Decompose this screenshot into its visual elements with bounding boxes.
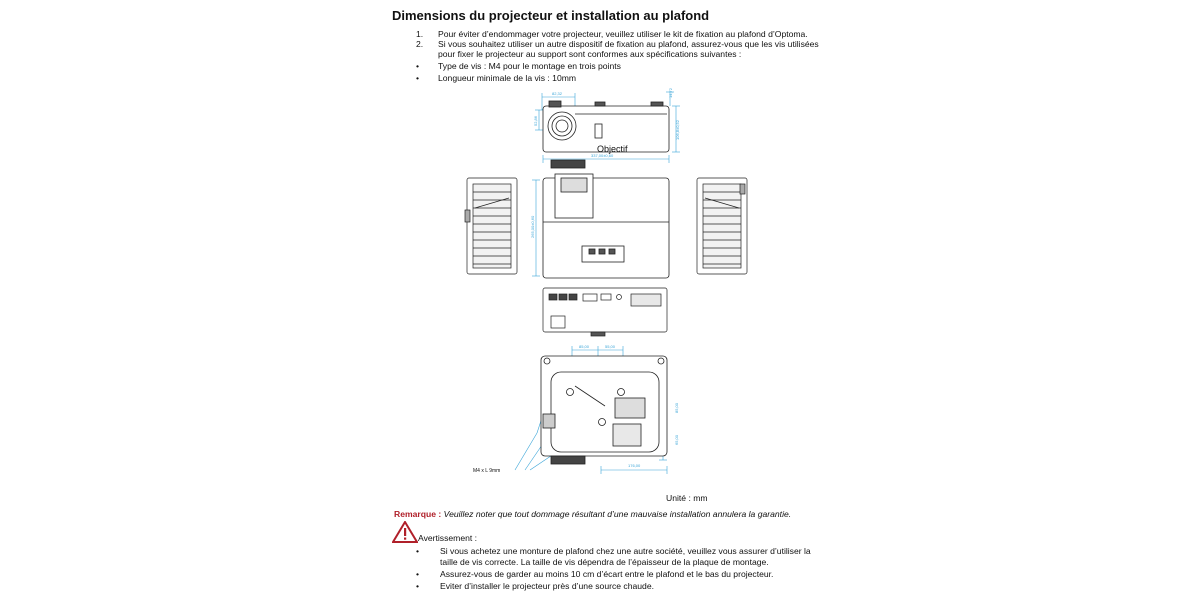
right-side-view bbox=[697, 178, 747, 274]
dim-top-height: 106,8±0,52 bbox=[675, 120, 680, 140]
list-number-1: 1. bbox=[416, 29, 424, 39]
dim-width: 337,00±0,60 bbox=[591, 153, 614, 158]
lens-label: Objectif bbox=[597, 144, 628, 154]
warning-item-3: Eviter d’installer le projecteur près d’une source chaude. bbox=[440, 581, 655, 591]
dim-mount-e: 176,00 bbox=[628, 463, 641, 468]
bullet-screw-type: Type de vis : M4 pour le montage en trois points bbox=[438, 61, 621, 71]
remark bbox=[394, 509, 791, 519]
dim-mount-a: 85,00 bbox=[579, 344, 590, 349]
bullet-mark: • bbox=[416, 546, 420, 556]
screw-label: M4 x L 9mm bbox=[473, 468, 501, 474]
unit-label: Unité : mm bbox=[666, 493, 708, 503]
top-view bbox=[543, 160, 669, 278]
dim-mount-b: 55,00 bbox=[605, 344, 616, 349]
left-side-view bbox=[465, 178, 517, 274]
section-title: Dimensions du projecteur et installation au plafond bbox=[392, 8, 710, 23]
dim-mount-d: 65,00 bbox=[674, 434, 679, 445]
dim-depth: 265,00±0,60 bbox=[530, 215, 535, 238]
remark-text: Veuillez noter que tout dommage résultant d’une mauvaise installation annulera la garantie. bbox=[443, 509, 792, 519]
warning-item-1-line-1: Si vous achetez une monture de plafond chez une autre société, veuillez vous assurer d’utiliser la bbox=[440, 546, 811, 556]
list-number-2: 2. bbox=[416, 39, 424, 49]
bullet-screw-length: Longueur minimale de la vis : 10mm bbox=[438, 73, 577, 83]
bottom-view bbox=[541, 356, 667, 464]
bullet-mark: • bbox=[416, 581, 420, 591]
dim-lens-height: 52,86 bbox=[533, 115, 538, 126]
list-item-2-line-2: pour fixer le projecteur au support sont conformes aux spécifications suivantes : bbox=[438, 49, 742, 59]
bullet-mark: • bbox=[416, 569, 420, 579]
dim-mount-c: 85,00 bbox=[674, 402, 679, 413]
remark-label: Remarque : bbox=[394, 509, 442, 519]
dim-top-lens-offset: 82,32 bbox=[552, 91, 563, 96]
warning-item-1-line-2: taille de vis correcte. La taille de vis dépendra de l’épaisseur de la plaque de montage. bbox=[440, 557, 769, 567]
bullet-mark: • bbox=[416, 73, 420, 83]
warning-label: Avertissement : bbox=[418, 533, 478, 543]
rear-view bbox=[543, 288, 667, 336]
warning-icon bbox=[392, 521, 418, 543]
dim-top-height-small: 14,72 bbox=[668, 88, 673, 98]
projector-dimension-diagram bbox=[455, 88, 755, 480]
list-item-1: Pour éviter d’endommager votre projecteur, veuillez utiliser le kit de fixation au plafond d’Optoma. bbox=[438, 29, 808, 39]
list-item-2-line-1: Si vous souhaitez utiliser un autre dispositif de fixation au plafond, assurez-vous que les vis utilisées bbox=[438, 39, 819, 49]
warning-item-2: Assurez-vous de garder au moins 10 cm d’écart entre le plafond et le bas du projecteur. bbox=[440, 569, 774, 579]
bullet-mark: • bbox=[416, 61, 420, 71]
